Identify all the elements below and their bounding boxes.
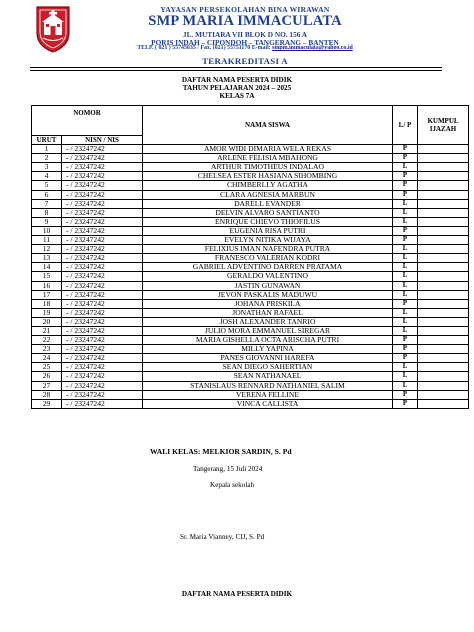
table-row [32,226,469,235]
row-gender: L [393,163,418,172]
school-name: SMP MARIA IMMACULATA [148,13,342,29]
row-number: 3 [32,163,62,172]
row-number: 6 [32,190,62,199]
student-table-body [32,145,469,409]
row-nisn: - / 23247242 [62,308,143,317]
table-row [32,299,469,308]
row-student-name: DARELL EVANDER [143,199,393,208]
row-gender: L [393,317,418,326]
table-row [32,163,469,172]
contact-line [90,45,400,51]
letterhead-divider-thin [30,70,442,71]
table-row [32,308,469,317]
row-gender: P [393,236,418,245]
row-ijazah [418,263,469,272]
table-row [32,236,469,245]
row-student-name: VERENA FELLINE [143,390,393,399]
table-row [32,263,469,272]
table-row [32,372,469,381]
next-page-title: DAFTAR NAMA PESERTA DIDIK [181,590,293,598]
row-number: 10 [32,226,62,235]
row-gender: P [393,181,418,190]
table-row [32,190,469,199]
row-number: 2 [32,154,62,163]
row-student-name: CLARA AGNESIA MARBUN [143,190,393,199]
row-gender: L [393,363,418,372]
row-number: 16 [32,281,62,290]
row-gender: P [393,399,418,408]
table-row [32,272,469,281]
header-lp: L/ P [393,106,418,145]
row-student-name: JEVON PASKALIS MADUWU [143,290,393,299]
row-student-name: AMOR WIDI DIMARIA WELA REKAS [143,145,393,154]
row-student-name: CHELSEA ESTER HASIANA SIHOMBING [143,172,393,181]
row-ijazah [418,317,469,326]
row-ijazah [418,363,469,372]
row-student-name: JASTIN GUNAWAN [143,281,393,290]
row-ijazah [418,290,469,299]
row-student-name: MARIA GISHELLA OCTA ARISCHA PUTRI [143,336,393,345]
principal-name: Sr. Maria Vianney, CIJ, S. Pd [180,533,265,541]
row-gender: P [393,172,418,181]
row-nisn: - / 23247242 [62,290,143,299]
row-gender: P [393,336,418,345]
row-student-name: JOSH ALEXANDER TANRIO [143,317,393,326]
row-student-name: JULIO MORA EMMANUEL SIREGAR [143,326,393,335]
row-gender: L [393,308,418,317]
row-student-name: EUGENIA RISA PUTRI [143,226,393,235]
row-gender: L [393,208,418,217]
table-row [32,208,469,217]
row-gender: L [393,217,418,226]
row-gender: P [393,190,418,199]
row-number: 20 [32,317,62,326]
row-nisn: - / 23247242 [62,172,143,181]
row-nisn: - / 23247242 [62,317,143,326]
row-nisn: - / 23247242 [62,399,143,408]
row-student-name: ARLENE FELISIA MBAHONG [143,154,393,163]
table-row [32,336,469,345]
row-number: 8 [32,208,62,217]
header-nisn: NISN / NIS [62,136,143,145]
academic-year: TAHUN PELAJARAN 2024 – 2025 [182,84,292,92]
row-number: 14 [32,263,62,272]
row-gender: L [393,254,418,263]
row-gender: L [393,372,418,381]
row-student-name: FELIXIUS IMAN NAFENDRA PUTRA [143,245,393,254]
row-nisn: - / 23247242 [62,236,143,245]
row-number: 1 [32,145,62,154]
table-row [32,154,469,163]
row-student-name: JONATHAN RAFAEL [143,308,393,317]
row-gender: P [393,299,418,308]
row-number: 13 [32,254,62,263]
row-student-name: GABRIEL ADVENTINO DARREN PRATAMA [143,263,393,272]
table-row [32,217,469,226]
row-nisn: - / 23247242 [62,181,143,190]
row-nisn: - / 23247242 [62,217,143,226]
row-ijazah [418,399,469,408]
table-row [32,181,469,190]
row-ijazah [418,172,469,181]
row-number: 4 [32,172,62,181]
row-nisn: - / 23247242 [62,208,143,217]
row-number: 27 [32,381,62,390]
row-ijazah [418,345,469,354]
row-student-name: GERALDO VALENTINO [143,272,393,281]
row-ijazah [418,381,469,390]
row-gender: P [393,226,418,235]
row-ijazah [418,199,469,208]
address-line-1: JL. MUTIARA VII BLOK D NO. 156 A [182,30,308,39]
row-ijazah [418,326,469,335]
row-gender: L [393,199,418,208]
row-ijazah [418,254,469,263]
school-logo [34,5,72,53]
table-row [32,381,469,390]
row-ijazah [418,163,469,172]
header-urut: URUT [32,136,62,145]
row-student-name: VINCA CALLISTA [143,399,393,408]
row-nisn: - / 23247242 [62,390,143,399]
row-student-name: FRANESCO VALERIAN KODRI [143,254,393,263]
row-nisn: - / 23247242 [62,199,143,208]
header-nomor: NOMOR [32,106,143,136]
row-gender: L [393,263,418,272]
row-ijazah [418,236,469,245]
row-number: 7 [32,199,62,208]
row-nisn: - / 23247242 [62,263,143,272]
row-student-name: ENRIQUE CHIEVO THIOFILUS [143,217,393,226]
place-date: Tangerang, 15 Juli 2024 [193,465,263,473]
row-nisn: - / 23247242 [62,326,143,335]
row-gender: P [393,390,418,399]
table-row [32,326,469,335]
row-number: 29 [32,399,62,408]
row-ijazah [418,336,469,345]
row-student-name: MILLY YAPINA [143,345,393,354]
row-gender: L [393,381,418,390]
principal-title: Kepala sekolah [210,481,255,489]
row-ijazah [418,372,469,381]
row-gender: L [393,245,418,254]
foundation-name: YAYASAN PERSEKOLAHAN BINA WIRAWAN [160,5,330,14]
row-gender: L [393,290,418,299]
row-number: 23 [32,345,62,354]
row-ijazah [418,299,469,308]
row-nisn: - / 23247242 [62,154,143,163]
table-row [32,345,469,354]
table-row [32,399,469,408]
row-nisn: - / 23247242 [62,254,143,263]
row-nisn: - / 23247242 [62,281,143,290]
row-nisn: - / 23247242 [62,345,143,354]
row-nisn: - / 23247242 [62,354,143,363]
contact-email-link[interactable]: smpm.immaculata@yahoo.co.id [272,45,353,51]
row-ijazah [418,281,469,290]
row-nisn: - / 23247242 [62,336,143,345]
table-row [32,254,469,263]
document-title: DAFTAR NAMA PESERTA DIDIK [181,76,293,84]
row-number: 21 [32,326,62,335]
row-ijazah [418,217,469,226]
row-ijazah [418,226,469,235]
row-ijazah [418,208,469,217]
row-student-name: SEAN NATHANAEL [143,372,393,381]
row-ijazah [418,354,469,363]
row-gender: L [393,326,418,335]
row-nisn: - / 23247242 [62,372,143,381]
row-number: 12 [32,245,62,254]
row-ijazah [418,181,469,190]
row-gender: P [393,145,418,154]
table-row [32,363,469,372]
accreditation: TERAKREDITASI A [202,56,288,66]
homeroom-teacher: WALI KELAS: MELKIOR SARDIN, S. Pd [150,447,292,456]
row-number: 11 [32,236,62,245]
row-gender: L [393,281,418,290]
row-gender: P [393,354,418,363]
row-student-name: JOHANA PRISKILA [143,299,393,308]
row-number: 26 [32,372,62,381]
table-row [32,317,469,326]
row-number: 19 [32,308,62,317]
row-number: 24 [32,354,62,363]
header-kumpul-ijazah: KUMPUL IJAZAH [418,106,469,145]
row-nisn: - / 23247242 [62,363,143,372]
row-ijazah [418,308,469,317]
row-student-name: CHIMBERLLY AGATHA [143,181,393,190]
row-nisn: - / 23247242 [62,190,143,199]
row-nisn: - / 23247242 [62,226,143,235]
row-ijazah [418,272,469,281]
table-row [32,245,469,254]
row-number: 15 [32,272,62,281]
row-ijazah [418,245,469,254]
row-student-name: DELVIN ALVARO SANTIANTO [143,208,393,217]
table-row [32,354,469,363]
row-number: 18 [32,299,62,308]
row-number: 28 [32,390,62,399]
row-student-name: PANES GIOVANNI HAREFA [143,354,393,363]
row-nisn: - / 23247242 [62,299,143,308]
row-number: 9 [32,217,62,226]
contact-phone: TELP. ( 021 ) 55745035 / Fax. (021) 55751170 E-mail: [137,45,273,51]
row-ijazah [418,154,469,163]
row-ijazah [418,390,469,399]
row-student-name: ARTHUR TIMOTHEUS INDALAO [143,163,393,172]
row-student-name: EVELYN NITIKA WIJAYA [143,236,393,245]
table-row [32,281,469,290]
row-gender: L [393,272,418,281]
row-nisn: - / 23247242 [62,145,143,154]
row-student-name: SEAN DIEGO SAHERTIAN [143,363,393,372]
row-nisn: - / 23247242 [62,381,143,390]
row-gender: P [393,345,418,354]
row-nisn: - / 23247242 [62,272,143,281]
header-nama-siswa: NAMA SISWA [143,106,393,145]
row-number: 22 [32,336,62,345]
row-number: 25 [32,363,62,372]
address-line-2: PORIS INDAH – CIPONDOH – TANGERANG – BANTEN [151,38,339,47]
table-row [32,390,469,399]
table-row [32,199,469,208]
table-row [32,290,469,299]
student-table [31,105,469,409]
table-row [32,145,469,154]
row-ijazah [418,145,469,154]
row-number: 17 [32,290,62,299]
class-name: KELAS 7A [219,92,255,100]
letterhead-divider [30,67,442,68]
row-nisn: - / 23247242 [62,163,143,172]
row-ijazah [418,190,469,199]
row-nisn: - / 23247242 [62,245,143,254]
row-gender: P [393,154,418,163]
row-number: 5 [32,181,62,190]
table-row [32,172,469,181]
row-student-name: STANISLAUS RENNARD NATHANIEL SALIM [143,381,393,390]
